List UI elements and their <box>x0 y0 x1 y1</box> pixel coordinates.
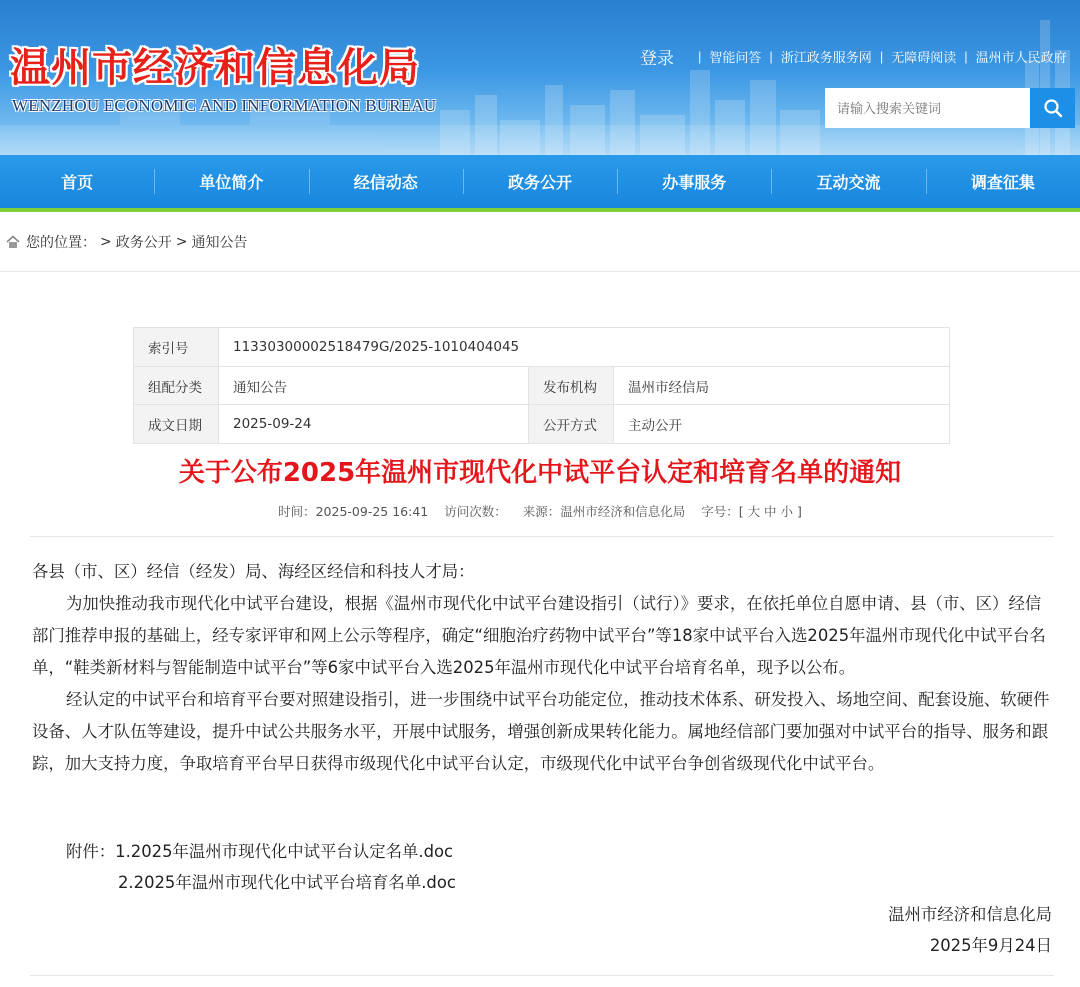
paragraph: 为加快推动我市现代化中试平台建设，根据《温州市现代化中试平台建设指引（试行）》要求，在依托单位自愿申请、县（市、区）经信部门推荐申报的基础上，经专家评审和网上公示等程序，确定“细胞治疗药物中试平台”等18家中试平台入选2025年温州市现代化中试平台名单，“鞋类新材料与智能制造中试平台”等6家中试平台入选2025年温州市现代化中试平台培育名单，现予以公布。 <box>32 594 1046 677</box>
top-link-zj-service[interactable]: 浙江政务服务网 <box>780 50 872 65</box>
divider <box>30 536 1054 537</box>
table-row <box>134 405 950 444</box>
document-meta-table <box>133 327 950 444</box>
nav-home[interactable]: 首页 <box>61 173 94 192</box>
nav-about[interactable]: 单位简介 <box>154 155 308 208</box>
meta-label: 发布机构 <box>529 366 614 405</box>
meta-label: 公开方式 <box>529 405 614 444</box>
home-icon <box>6 235 20 249</box>
main-nav <box>0 155 1080 208</box>
table-row <box>134 328 950 367</box>
separator: | <box>698 49 702 64</box>
attachment-label: 附件： <box>66 842 116 861</box>
attachment-link-1[interactable]: 1.2025年温州市现代化中试平台认定名单.doc <box>115 842 454 861</box>
meta-value: 2025-09-24 <box>219 405 529 444</box>
nav-accent-bar <box>0 208 1080 212</box>
article-info <box>0 502 1080 520</box>
article-title: 关于公布2025年温州市现代化中试平台认定和培育名单的通知 <box>178 458 902 488</box>
nav-survey[interactable]: 调查征集 <box>926 155 1080 208</box>
site-logo-cn[interactable]: 温州市经济和信息化局 <box>10 44 420 91</box>
site-header <box>0 0 1080 155</box>
article-source: 来源：温州市经济和信息化局 <box>522 504 686 519</box>
top-links <box>640 44 1067 69</box>
search-input[interactable] <box>825 88 1030 128</box>
table-row <box>134 366 950 405</box>
meta-label: 组配分类 <box>134 366 219 405</box>
meta-value: 主动公开 <box>614 405 950 444</box>
divider <box>30 975 1054 976</box>
breadcrumb-sep: > <box>175 234 188 250</box>
meta-value: 通知公告 <box>219 366 529 405</box>
meta-value: 温州市经信局 <box>614 366 950 405</box>
breadcrumb-prefix: 您的位置： <box>26 235 96 251</box>
nav-gov-open[interactable]: 政务公开 <box>463 155 617 208</box>
breadcrumb-item-notice[interactable]: 通知公告 <box>191 235 248 251</box>
breadcrumb-sep: > <box>100 234 112 250</box>
top-link-gov[interactable]: 温州市人民政府 <box>975 50 1067 65</box>
meta-label: 索引号 <box>134 328 219 367</box>
attachment-link-2[interactable]: 2.2025年温州市现代化中试平台培育名单.doc <box>118 873 456 892</box>
article-visits: 访问次数： <box>444 504 507 519</box>
article-body <box>32 556 1052 780</box>
paragraph: 经认定的中试平台和培育平台要对照建设指引，进一步围绕中试平台功能定位，推动技术体系、研发投入、场地空间、配套设施、软硬件设备、人才队伍等建设，提升中试公共服务水平，开展中试服务，增强创新成果转化能力。属地经信部门要加强对中试平台的指导、服务和跟踪，加大支持力度，争取培育平台早日获得市级现代化中试平台认定，市级现代化中试平台争创省级现代化中试平台。 <box>32 690 1050 773</box>
separator: | <box>964 49 968 64</box>
signature-date: 2025年9月24日 <box>929 936 1052 955</box>
breadcrumb <box>6 232 251 252</box>
attachments <box>118 869 456 893</box>
separator: | <box>769 49 773 64</box>
search-icon <box>1043 98 1063 118</box>
search-box <box>825 88 1075 128</box>
attachments <box>66 838 453 862</box>
separator: | <box>879 49 884 64</box>
site-logo-en: WENZHOU ECONOMIC AND INFORMATION BUREAU <box>12 96 437 115</box>
top-link-accessibility[interactable]: 无障碍阅读 <box>891 50 957 65</box>
login-link[interactable]: 登录 <box>640 49 674 68</box>
addressee: 各县（市、区）经信（经发）局、海经区经信和科技人才局： <box>32 562 475 581</box>
search-button[interactable] <box>1030 88 1075 128</box>
divider <box>0 271 1080 272</box>
article-time: 时间：2025-09-25 16:41 <box>278 504 429 519</box>
font-size-switch[interactable]: 字号：[ 大 中 小 ] <box>701 504 802 519</box>
nav-services[interactable]: 办事服务 <box>617 155 771 208</box>
nav-interaction[interactable]: 互动交流 <box>771 155 925 208</box>
breadcrumb-item-gov-open[interactable]: 政务公开 <box>115 235 172 251</box>
meta-value: 11330300002518479G/2025-1010404045 <box>219 328 950 367</box>
meta-label: 成文日期 <box>134 405 219 444</box>
nav-news[interactable]: 经信动态 <box>309 155 463 208</box>
signature-org: 温州市经济和信息化局 <box>888 905 1052 924</box>
top-link-qa[interactable]: 智能问答 <box>709 50 762 65</box>
